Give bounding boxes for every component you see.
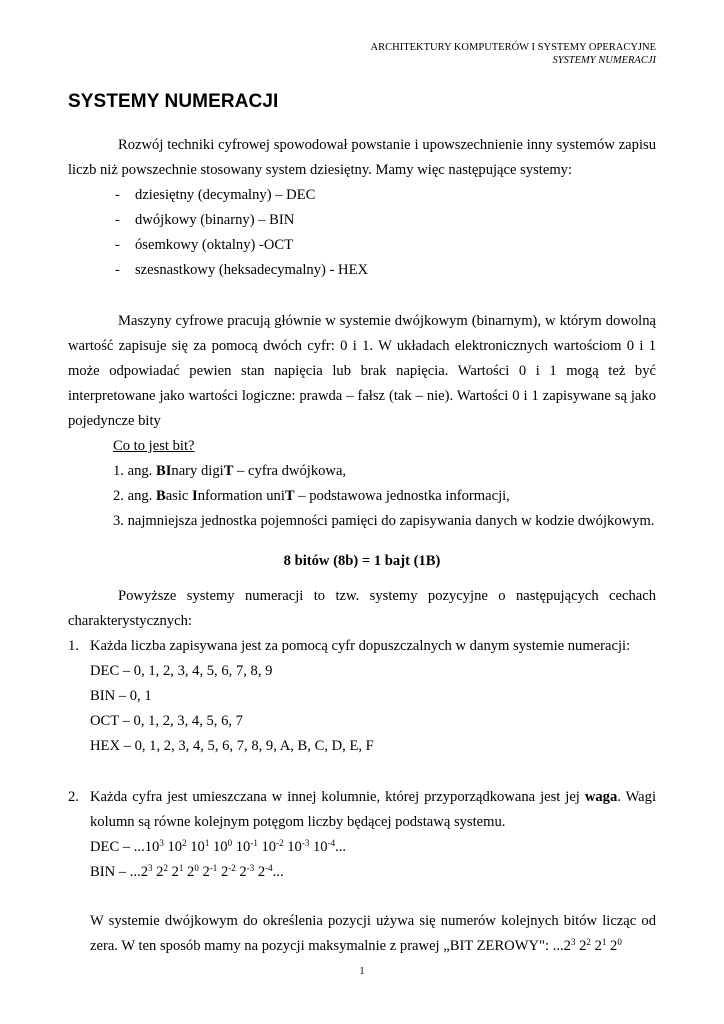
digits-dec: DEC – 0, 1, 2, 3, 4, 5, 6, 7, 8, 9 (90, 663, 273, 679)
digits-oct: OCT – 0, 1, 2, 3, 4, 5, 6, 7 (90, 713, 243, 729)
weights-dec: DEC – ...10$^3$ $10^2$ $10^1$ $10^0$ $10^{-1}$ $10^{-2}$ $10^{-3}$ $10^{-4}$... (90, 838, 347, 855)
page-number: 1 (359, 966, 365, 977)
bit-definition-1: 1. ang. BInary digiT – cyfra dwójkowa, (113, 463, 347, 479)
document-page: ARCHITEKTURY KOMPUTERÓW I SYSTEMY OPERACYJNE SYSTEMY NUMERACJI SYSTEMY NUMERACJI Rozwój techniki cyfrowej spowodował powstanie i upowszechnienie inny systemów zapisu liczb niż powszechnie stosowany system dziesiętny. Mamy więc następujące systemy: - dziesiętny (decymalny) – DEC - dwójkowy (binarny) – BIN - ósemkowy (oktalny) -OCT - szesnastkowy (heksadecymalny) - HEX Maszyny cyfrowe pracują głównie w systemie dwójkowym (binarnym), w którym dowolną wartość zapisuje się za pomocą dwóch cyfr: 0 i 1. W układach elektronicznych wartościom 0 i 1 może odpowiadać pewien stan napięcia lub brak napięcia. Wartości 0 i 1 mogą też być interpretowane jako wartości logiczne: prawda – fałsz (tak – nie). Wartości 0 i 1 zapisywane są jako pojedyncze bity Co to jest bit? 1. ang. BInary digiT – cyfra dwójkowa, 2. ang. Basic Information uniT – podstawowa jednostka informacji, 3. najmniejsza jednostka pojemności pamięci do zapisywania danych w kodzie dwójkowym. 8 bitów (8b) = 1 bajt (1B) Powyższe systemy numeracji to tzw. systemy pozycyjne o następujących cechach charakterystycznych: 1. Każda liczba zapisywana jest za pomocą cyfr dopuszczalnych w danym systemie numeracji: DEC – 0, 1, 2, 3, 4, 5, 6, 7, 8, 9 BIN – 0, 1 OCT – 0, 1, 2, 3, 4, 5, 6, 7 HEX – 0, 1, 2, 3, 4, 5, 6, 7, 8, 9, A, B, C, D, E, F 2. Każda cyfra jest umieszczana w innej kolumnie, której przyporządkowana jest jej waga. Wagi kolumn są równe kolejnym potęgom liczby będącej podstawą systemu. DEC – ...10$^3$ $10^2$ $10^1$ $10^0$ $10^{-1}$ $10^{-2}$ $10^{-3}$ $10^{-4}$... BIN – ...2$^3$ $2^2$ $2^1$ $2^0$ $2^{-1}$ $2^{-2}$ $2^{-3}$ $2^{-4}$... W systemie dwójkowym do określenia pozycji używa się numerów kolejnych bitów licząc od zera. W ten sposób mamy na pozycji maksymalnie z prawej „BIT ZEROWY": ...2$^3$ $2^2$ $2^1$ $2^0$ 1 (0, 0, 724, 1024)
byte-definition: 8 bitów (8b) = 1 bajt (1B) (283, 553, 441, 569)
header-topic: SYSTEMY NUMERACJI (552, 55, 656, 66)
weights-bin: BIN – ...2$^3$ $2^2$ $2^1$ $2^0$ $2^{-1}$ $2^{-2}$ $2^{-3}$ $2^{-4}$... (90, 863, 284, 880)
positional-paragraph: Powyższe systemy numeracji to tzw. systemy pozycyjne o następujących cechach charakterystycznych: (68, 588, 656, 629)
running-header (371, 41, 656, 67)
digits-hex: HEX – 0, 1, 2, 3, 4, 5, 6, 7, 8, 9, A, B, C, D, E, F (90, 738, 374, 754)
intro-paragraph: Rozwój techniki cyfrowej spowodował powstanie i upowszechnienie inny systemów zapisu liczb niż powszechnie stosowany system dziesiętny. Mamy więc następujące systemy: (68, 137, 656, 178)
header-course: ARCHITEKTURY KOMPUTERÓW I SYSTEMY OPERACYJNE (370, 42, 656, 53)
bit-definition-3: 3. najmniejsza jednostka pojemności pamięci do zapisywania danych w kodzie dwójkowym. (113, 513, 655, 529)
digits-bin: BIN – 0, 1 (90, 688, 152, 704)
bit-question: Co to jest bit? (113, 438, 195, 454)
item-text: Każda liczba zapisywana jest za pomocą cyfr dopuszczalnych w danym systemie numeracji: (90, 638, 631, 654)
bit-zero-paragraph: W systemie dwójkowym do określenia pozycji używa się numerów kolejnych bitów licząc od zera. W ten sposób mamy na pozycji maksymalnie z prawej „BIT ZEROWY": ...2$^3$ $2^2$ $2^1$ $2^0$ (90, 913, 656, 954)
binary-paragraph: Maszyny cyfrowe pracują głównie w systemie dwójkowym (binarnym), w którym dowolną wartość zapisuje się za pomocą dwóch cyfr: 0 i 1. W układach elektronicznych wartościom 0 i 1 może odpowiadać pewien stan napięcia lub brak napięcia. Wartości 0 i 1 mogą też być interpretowane jako wartości logiczne: prawda – fałsz (tak – nie). Wartości 0 i 1 zapisywane są jako pojedyncze bity (68, 313, 656, 429)
bit-definition-2: 2. ang. Basic Information uniT – podstawowa jednostka informacji, (113, 488, 510, 504)
item-number: 1. (68, 638, 79, 654)
page-title: SYSTEMY NUMERACJI (68, 91, 279, 112)
item-number: 2. (68, 789, 79, 805)
item-text: Każda cyfra jest umieszczana w innej kolumnie, której przyporządkowana jest jej waga. Wagi kolumn są równe kolejnym potęgom liczby będącej podstawą systemu. (90, 789, 657, 830)
